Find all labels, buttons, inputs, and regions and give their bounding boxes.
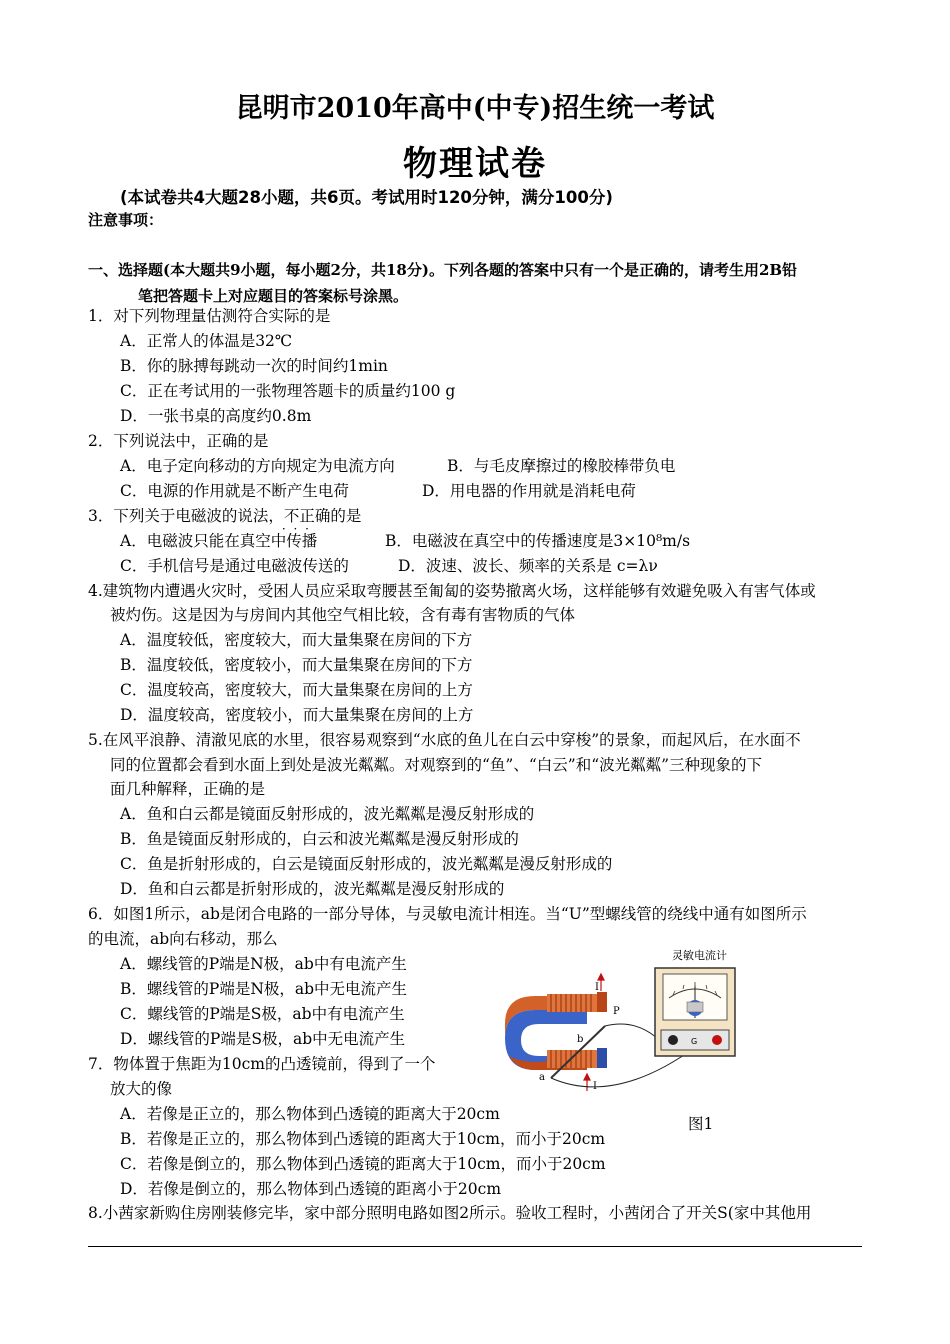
q7-option-c: C．若像是倒立的，那么物体到凸透镜的距离大于10cm，而小于20cm <box>120 1155 606 1173</box>
q6-option-d: D．螺线管的P端是S极，ab中无电流产生 <box>120 1030 406 1048</box>
notes-label: 注意事项： <box>88 211 164 229</box>
q4-option-a: A．温度较低，密度较大，而大量集聚在房间的下方 <box>120 631 473 649</box>
q4-stem-line2: 被灼伤。这是因为与房间内其他空气相比较，含有毒有害物质的气体 <box>110 606 576 624</box>
q4-stem-line1: 4.建筑物内遭遇火灾时，受困人员应采取弯腰甚至匍匐的姿势撤离火场，这样能够有效避免吸入有害气体或 <box>88 582 816 600</box>
q1-option-c: C．正在考试用的一张物理答题卡的质量约100 g <box>120 382 456 400</box>
section-heading-line1: 一、选择题(本大题共9小题，每小题2分，共18分)。下列各题的答案中只有一个是正确的，请考生用2B铅 <box>88 261 798 279</box>
q3-option-b: B．电磁波在真空中的传播速度是3×10⁸m/s <box>385 532 691 550</box>
q2-option-d: D．用电器的作用就是消耗电荷 <box>422 482 636 500</box>
q3-option-d: D．波速、波长、频率的关系是 c=λν <box>398 557 658 575</box>
label-i-top: I <box>595 982 599 993</box>
galvanometer <box>655 968 735 1056</box>
figure1-caption: 图1 <box>688 1115 714 1133</box>
q6-stem-line2: 的电流，ab向右移动，那么 <box>88 930 278 948</box>
q6-stem-line1: 6．如图1所示，ab是闭合电路的一部分导体，与灵敏电流计相连。当“U”型螺线管的绕线中通有如图所示 <box>88 905 807 923</box>
q5-stem-line3: 面几种解释，正确的是 <box>110 780 266 798</box>
galvanometer-title: 灵敏电流计 <box>672 949 727 962</box>
label-g: G <box>691 1037 698 1046</box>
q3-stem-pre: 3．下列关于电磁波的说法， <box>88 507 284 525</box>
q5-option-d: D．鱼和白云都是折射形成的，波光粼粼是漫反射形成的 <box>120 880 505 898</box>
label-b: b <box>577 1034 584 1045</box>
q1-option-b: B．你的脉搏每跳动一次的时间约1min <box>120 357 388 375</box>
q4-option-d: D．温度较高，密度较小，而大量集聚在房间的上方 <box>120 706 474 724</box>
q1-stem: 1．对下列物理量估测符合实际的是 <box>88 307 331 325</box>
q3-stem-post: 的是 <box>330 507 362 525</box>
q4-option-b: B．温度较低，密度较小，而大量集聚在房间的下方 <box>120 656 473 674</box>
q7-option-d: D．若像是倒立的，那么物体到凸透镜的距离小于20cm <box>120 1180 502 1198</box>
q2-option-a: A．电子定向移动的方向规定为电流方向 <box>120 457 395 475</box>
q2-option-c: C．电源的作用就是不断产生电荷 <box>120 482 349 500</box>
q6-option-a: A．螺线管的P端是N极，ab中有电流产生 <box>120 955 407 973</box>
q5-stem-line2: 同的位置都会看到水面上到处是波光粼粼。对观察到的“鱼”、“白云”和“波光粼粼”三种现象的下 <box>110 756 763 774</box>
section-heading-line2: 笔把答题卡上对应题目的答案标号涂黑。 <box>138 287 409 305</box>
q8-stem-line1: 8.小茜家新购住房刚装修完毕，家中部分照明电路如图2所示。验收工程时，小茜闭合了开关S(家中其他用 <box>88 1204 812 1222</box>
exam-subtitle: (本试卷共4大题28小题，共6页。考试用时120分钟，满分100分) <box>120 188 613 207</box>
q3-stem-emphasis: 不正确 · · · <box>284 507 331 525</box>
q2-stem: 2．下列说法中，正确的是 <box>88 432 269 450</box>
section-heading <box>88 257 868 309</box>
q5-option-b: B．鱼是镜面反射形成的，白云和波光粼粼是漫反射形成的 <box>120 830 519 848</box>
q3-stem <box>88 505 361 527</box>
label-a: a <box>539 1072 545 1083</box>
page-bottom-rule <box>88 1246 862 1247</box>
q1-option-d: D．一张书桌的高度约0.8m <box>120 407 312 425</box>
q5-option-c: C．鱼是折射形成的，白云是镜面反射形成的，波光粼粼是漫反射形成的 <box>120 855 613 873</box>
exam-subject: 物理试卷 <box>403 144 547 184</box>
q5-stem-line1: 5.在风平浪静、清澈见底的水里，很容易观察到“水底的鱼儿在白云中穿梭”的景象，而起风后，在水面不 <box>88 731 801 749</box>
q7-option-a: A．若像是正立的，那么物体到凸透镜的距离大于20cm <box>120 1105 500 1123</box>
q7-stem-line2: 放大的像 <box>110 1080 173 1098</box>
q2-option-b: B．与毛皮摩擦过的橡胶棒带负电 <box>447 457 676 475</box>
exam-title: 昆明市2010年高中(中专)招生统一考试 <box>235 93 715 124</box>
q5-option-a: A．鱼和白云都是镜面反射形成的，波光粼粼是漫反射形成的 <box>120 805 535 823</box>
q6-option-b: B．螺线管的P端是N极，ab中无电流产生 <box>120 980 408 998</box>
q4-option-c: C．温度较高，密度较大，而大量集聚在房间的上方 <box>120 681 473 699</box>
q3-option-a: A．电磁波只能在真空中传播 <box>120 532 318 550</box>
figure1-diagram <box>495 946 740 1114</box>
q3-option-c: C．手机信号是通过电磁波传送的 <box>120 557 349 575</box>
u-solenoid <box>505 992 607 1070</box>
q7-option-b: B．若像是正立的，那么物体到凸透镜的距离大于10cm，而小于20cm <box>120 1130 606 1148</box>
current-arrow-bottom <box>584 1074 590 1091</box>
label-p: P <box>613 1006 620 1017</box>
q6-option-c: C．螺线管的P端是S极，ab中有电流产生 <box>120 1005 405 1023</box>
label-i-bottom: I <box>593 1081 597 1092</box>
q1-option-a: A．正常人的体温是32℃ <box>120 332 293 350</box>
q7-stem-line1: 7．物体置于焦距为10cm的凸透镜前，得到了一个 <box>88 1055 436 1073</box>
